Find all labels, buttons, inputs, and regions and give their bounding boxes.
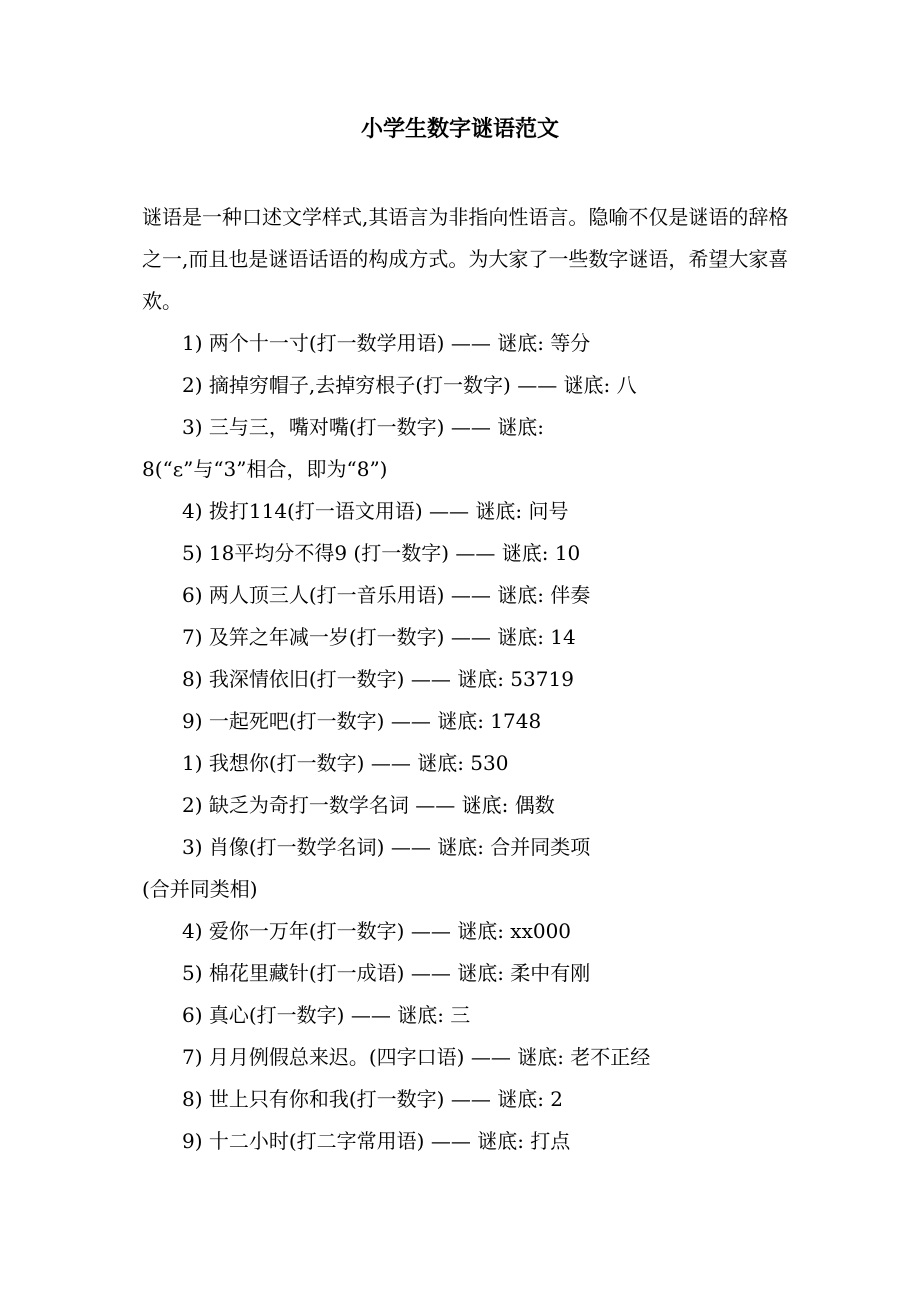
- riddle-line: 2) 缺乏为奇打一数学名词 —— 谜底: 偶数: [182, 793, 555, 817]
- riddle-line: 7) 及笄之年减一岁(打一数字) —— 谜底: 14: [182, 625, 576, 649]
- riddle-line: 7) 月月例假总来迟。(四字口语) —— 谜底: 老不正经: [182, 1045, 651, 1069]
- riddle-line: 1) 两个十一寸(打一数学用语) —— 谜底: 等分: [182, 331, 591, 355]
- riddle-line: 4) 爱你一万年(打一数字) —— 谜底: xx000: [182, 919, 572, 943]
- riddle-line: 5) 18平均分不得9 (打一数字) —— 谜底: 10: [182, 541, 581, 565]
- riddle-line: 5) 棉花里藏针(打一成语) —— 谜底: 柔中有刚: [182, 961, 591, 985]
- riddle-line: 8) 世上只有你和我(打一数字) —— 谜底: 2: [182, 1087, 564, 1111]
- riddle-line: 1) 我想你(打一数字) —— 谜底: 530: [182, 751, 509, 775]
- riddle-continuation: (合并同类相): [142, 877, 258, 901]
- riddle-line: 9) 一起死吧(打一数字) —— 谜底: 1748: [182, 709, 542, 733]
- riddle-line: 4) 拨打114(打一语文用语) —— 谜底: 问号: [182, 499, 569, 523]
- riddle-continuation: 8(“ε”与“3”相合，即为“8”): [142, 457, 388, 481]
- document-title: 小学生数字谜语范文: [360, 116, 559, 142]
- riddle-line: 3) 三与三，嘴对嘴(打一数字) —— 谜底:: [182, 415, 544, 439]
- riddle-line: 3) 肖像(打一数学名词) —— 谜底: 合并同类项: [182, 835, 591, 859]
- riddle-line: 6) 真心(打一数字) —— 谜底: 三: [182, 1003, 471, 1027]
- riddle-line: 6) 两人顶三人(打一音乐用语) —— 谜底: 伴奏: [182, 583, 591, 607]
- riddle-line: 8) 我深情依旧(打一数字) —— 谜底: 53719: [182, 667, 574, 691]
- riddle-line: 9) 十二小时(打二字常用语) —— 谜底: 打点: [182, 1129, 571, 1153]
- riddle-line: 2) 摘掉穷帽子,去掉穷根子(打一数字) —— 谜底: 八: [182, 373, 637, 397]
- intro-paragraph: 谜语是一种口述文学样式,其语言为非指向性语言。隐喻不仅是谜语的辞格之一,而且也是谜语话语的构成方式。为大家了一些数字谜语，希望大家喜欢。: [142, 205, 789, 313]
